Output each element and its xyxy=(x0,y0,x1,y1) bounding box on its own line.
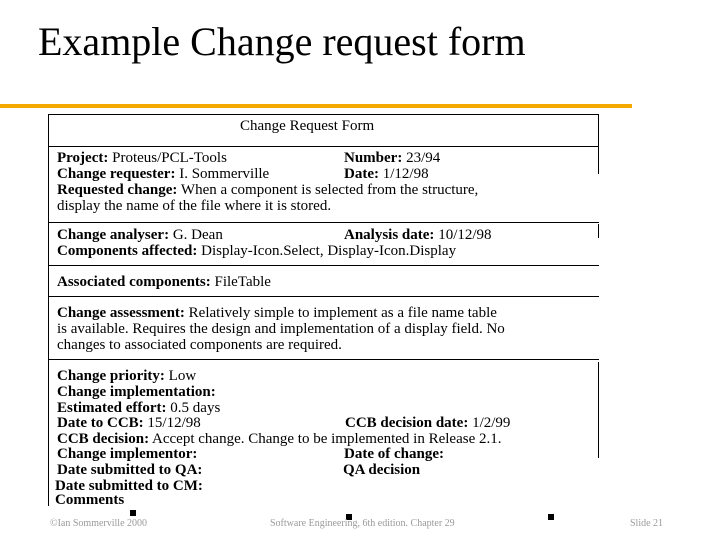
ccb-decision-label: CCB decision: xyxy=(57,431,150,447)
requester-label: Change requester: xyxy=(57,166,176,182)
footer-book: Software Engineering, 6th edition. Chapter 29 xyxy=(270,518,455,529)
qa-decision-row xyxy=(343,462,420,478)
analysis-date-row xyxy=(344,227,492,243)
associated-components-row xyxy=(57,274,271,290)
date-value: 1/12/98 xyxy=(382,166,429,182)
date-to-ccb-row xyxy=(57,415,201,431)
implementation-label: Change implementation: xyxy=(57,384,216,400)
form-border-right xyxy=(598,224,599,238)
form-divider xyxy=(48,296,599,297)
effort-row xyxy=(57,400,220,416)
form-border-right xyxy=(598,114,599,174)
date-label: Date: xyxy=(344,166,379,182)
associated-components-label: Associated components: xyxy=(57,274,211,290)
effort-label: Estimated effort: xyxy=(57,400,167,416)
date-row xyxy=(344,166,429,182)
priority-label: Change priority: xyxy=(57,368,165,384)
components-affected-label: Components affected: xyxy=(57,243,198,259)
requester-value: I. Sommerville xyxy=(179,166,270,182)
ccb-decision-date-label: CCB decision date: xyxy=(345,415,469,431)
requested-change-continuation: display the name of the file where it is stored. xyxy=(57,198,332,214)
comments-label: Comments xyxy=(55,492,125,508)
assessment-row xyxy=(57,305,497,321)
analysis-date-value: 10/12/98 xyxy=(438,227,492,243)
implementor-label: Change implementor: xyxy=(57,446,198,462)
implementor-row xyxy=(57,446,197,462)
project-row xyxy=(57,150,227,166)
associated-components-value: FileTable xyxy=(214,274,271,290)
number-label: Number: xyxy=(344,150,403,166)
date-of-change-label: Date of change: xyxy=(344,446,444,462)
footer-bullet xyxy=(130,510,136,516)
priority-value: Low xyxy=(168,368,197,384)
number-value: 23/94 xyxy=(406,150,441,166)
form-divider xyxy=(48,146,599,147)
analysis-date-label: Analysis date: xyxy=(344,227,435,243)
implementation-row xyxy=(57,384,216,400)
project-label: Project: xyxy=(57,150,109,166)
form-divider xyxy=(48,359,599,360)
form-border-left xyxy=(48,114,49,506)
components-affected-row xyxy=(57,243,456,259)
assessment-label: Change assessment: xyxy=(57,305,185,321)
title-underline xyxy=(0,104,632,108)
components-affected-value: Display-Icon.Select, Display-Icon.Display xyxy=(201,243,457,259)
number-row xyxy=(344,150,440,166)
assessment-value: Relatively simple to implement as a file name table xyxy=(188,305,497,321)
comments-row xyxy=(55,492,124,508)
form-heading: Change Request Form xyxy=(240,118,375,134)
form-divider xyxy=(48,265,599,266)
ccb-decision-row xyxy=(57,431,502,447)
effort-value: 0.5 days xyxy=(170,400,221,416)
qa-decision-label: QA decision xyxy=(343,462,421,478)
submitted-qa-row xyxy=(57,462,202,478)
footer-slide-number: Slide 21 xyxy=(630,518,664,529)
date-of-change-row xyxy=(344,446,444,462)
project-value: Proteus/PCL-Tools xyxy=(112,150,227,166)
analyser-row xyxy=(57,227,223,243)
requested-change-label: Requested change: xyxy=(57,182,178,198)
analyser-label: Change analyser: xyxy=(57,227,170,243)
submitted-qa-label: Date submitted to QA: xyxy=(57,462,203,478)
date-to-ccb-value: 15/12/98 xyxy=(147,415,201,431)
form-border-top xyxy=(48,114,599,115)
assessment-continuation: changes to associated components are required. xyxy=(57,337,342,353)
requested-change-value: When a component is selected from the structure, xyxy=(180,182,479,198)
date-to-ccb-label: Date to CCB: xyxy=(57,415,144,431)
requester-row xyxy=(57,166,269,182)
assessment-continuation: is available. Requires the design and implementation of a display field. No xyxy=(57,321,505,337)
slide-title: Example Change request form xyxy=(38,19,526,64)
form-border-right xyxy=(598,362,599,458)
analyser-value: G. Dean xyxy=(172,227,223,243)
footer-bullet xyxy=(548,514,554,520)
form-divider xyxy=(48,222,599,223)
ccb-decision-value: Accept change. Change to be implemented in Release 2.1. xyxy=(152,431,502,447)
ccb-decision-date-value: 1/2/99 xyxy=(472,415,511,431)
footer-copyright: ©Ian Sommerville 2000 xyxy=(50,518,148,529)
ccb-decision-date-row xyxy=(345,415,510,431)
requested-change-row xyxy=(57,182,478,198)
priority-row xyxy=(57,368,196,384)
submitted-cm-label: Date submitted to CM: xyxy=(55,478,203,494)
